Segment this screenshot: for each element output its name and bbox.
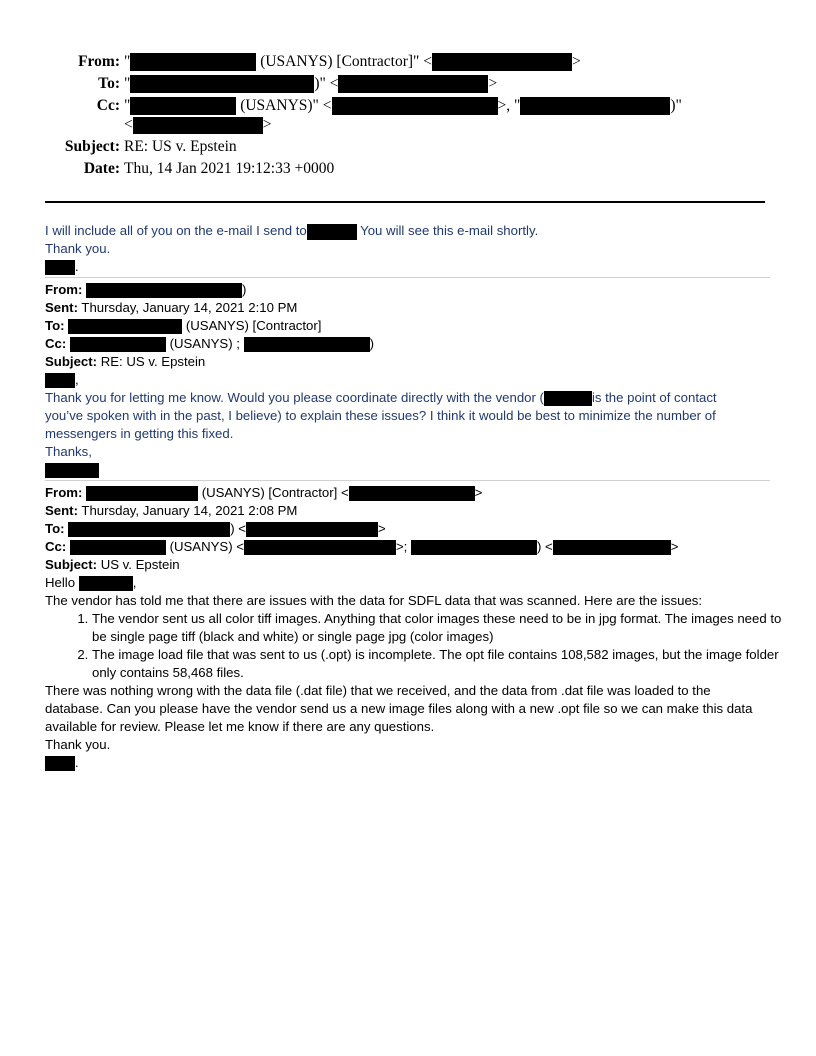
header-from-row xyxy=(0,53,816,75)
reply-signature: . xyxy=(45,258,79,276)
msg2-sent: Sent: Thursday, January 14, 2021 2:10 PM xyxy=(45,300,298,315)
header-subject-row xyxy=(0,138,816,160)
redaction xyxy=(68,522,230,537)
msg2-body-3: messengers in getting this fixed. xyxy=(45,426,234,441)
msg3-thanks: Thank you. xyxy=(45,737,111,752)
from-label: From: xyxy=(78,53,120,70)
from-value: " (USANYS) [Contractor]" < > xyxy=(124,53,581,70)
redaction xyxy=(432,53,572,71)
redaction xyxy=(130,75,314,93)
cc-label: Cc: xyxy=(96,97,120,114)
msg2-thanks: Thanks, xyxy=(45,444,92,459)
header-divider xyxy=(45,201,765,203)
to-label: To: xyxy=(98,75,120,92)
redaction xyxy=(86,283,242,298)
msg3-para-1: There was nothing wrong with the data file (.dat file) that we received, and the data from .dat file was loaded to the xyxy=(45,683,711,698)
redaction xyxy=(133,117,263,134)
message-divider xyxy=(45,277,770,278)
issue-item: 2. The image load file that was sent to us (.opt) is incomplete. The opt file contains 108,582 images, but the image folder only contains 58,468 files. xyxy=(92,646,797,682)
msg2-body-1: Thank you for letting me know. Would you please coordinate directly with the vendor ( is the point of contact xyxy=(45,390,717,405)
msg2-to: To: (USANYS) [Contractor] xyxy=(45,318,322,333)
redaction xyxy=(68,319,182,334)
msg3-subject: Subject: US v. Epstein xyxy=(45,557,180,572)
msg3-to: To: ) < > xyxy=(45,521,386,536)
redaction xyxy=(553,540,671,555)
msg2-body-2: you’ve spoken with in the past, I believe) to explain these issues? I think it would be best to minimize the number of xyxy=(45,408,716,423)
redaction xyxy=(79,576,133,591)
message-divider xyxy=(45,480,770,481)
msg3-greeting: Hello , xyxy=(45,575,137,590)
msg2-from: From: ) xyxy=(45,282,247,297)
header-cc-row-cont xyxy=(0,116,816,138)
msg2-greeting: , xyxy=(45,371,79,389)
redaction xyxy=(45,463,99,478)
msg3-cc: Cc: (USANYS) < >; ) < > xyxy=(45,539,679,554)
cc-value-cont: < > xyxy=(124,116,272,133)
header-date-row xyxy=(0,160,816,182)
redaction xyxy=(130,97,236,115)
redaction xyxy=(338,75,488,93)
issue-item: 1. The vendor sent us all color tiff images. Anything that color images these need to be in jpg format. The images need to be single page tiff (black and white) or single page jpg (color images) xyxy=(92,610,797,646)
header-to-row xyxy=(0,75,816,97)
reply-line-1: I will include all of you on the e-mail I send to You will see this e-mail shortly. xyxy=(45,223,539,238)
msg3-intro: The vendor has told me that there are issues with the data for SDFL data that was scanned. Here are the issues: xyxy=(45,593,703,608)
subject-label: Subject: xyxy=(64,138,120,155)
issues-list xyxy=(70,610,797,682)
cc-value: " (USANYS)" < >, " )" xyxy=(124,97,682,114)
redaction xyxy=(411,540,537,555)
redaction xyxy=(544,391,592,406)
redaction xyxy=(45,260,75,275)
redaction xyxy=(520,97,670,115)
subject-value: RE: US v. Epstein xyxy=(124,138,237,155)
msg3-para-3: available for review. Please let me know if there are any questions. xyxy=(45,719,435,734)
msg2-signature xyxy=(45,461,99,479)
redaction xyxy=(86,486,198,501)
redaction xyxy=(45,756,75,771)
msg3-sent: Sent: Thursday, January 14, 2021 2:08 PM xyxy=(45,503,298,518)
msg3-signature: . xyxy=(45,754,79,772)
msg2-subject: Subject: RE: US v. Epstein xyxy=(45,354,206,369)
redaction xyxy=(244,337,370,352)
redaction xyxy=(70,337,166,352)
redaction xyxy=(130,53,256,71)
reply-line-2: Thank you. xyxy=(45,241,111,256)
redaction xyxy=(70,540,166,555)
redaction xyxy=(244,540,396,555)
msg3-from: From: (USANYS) [Contractor] < > xyxy=(45,485,483,500)
redaction xyxy=(307,224,357,240)
date-value: Thu, 14 Jan 2021 19:12:33 +0000 xyxy=(124,160,335,177)
redaction xyxy=(349,486,475,501)
redaction xyxy=(332,97,498,115)
msg2-cc: Cc: (USANYS) ; ) xyxy=(45,336,375,351)
msg3-para-2: database. Can you please have the vendor send us a new image files along with a new .opt file so we can make this data xyxy=(45,701,753,716)
date-label: Date: xyxy=(83,160,120,177)
redaction xyxy=(45,373,75,388)
redaction xyxy=(246,522,378,537)
to-value: " )" < > xyxy=(124,75,498,92)
